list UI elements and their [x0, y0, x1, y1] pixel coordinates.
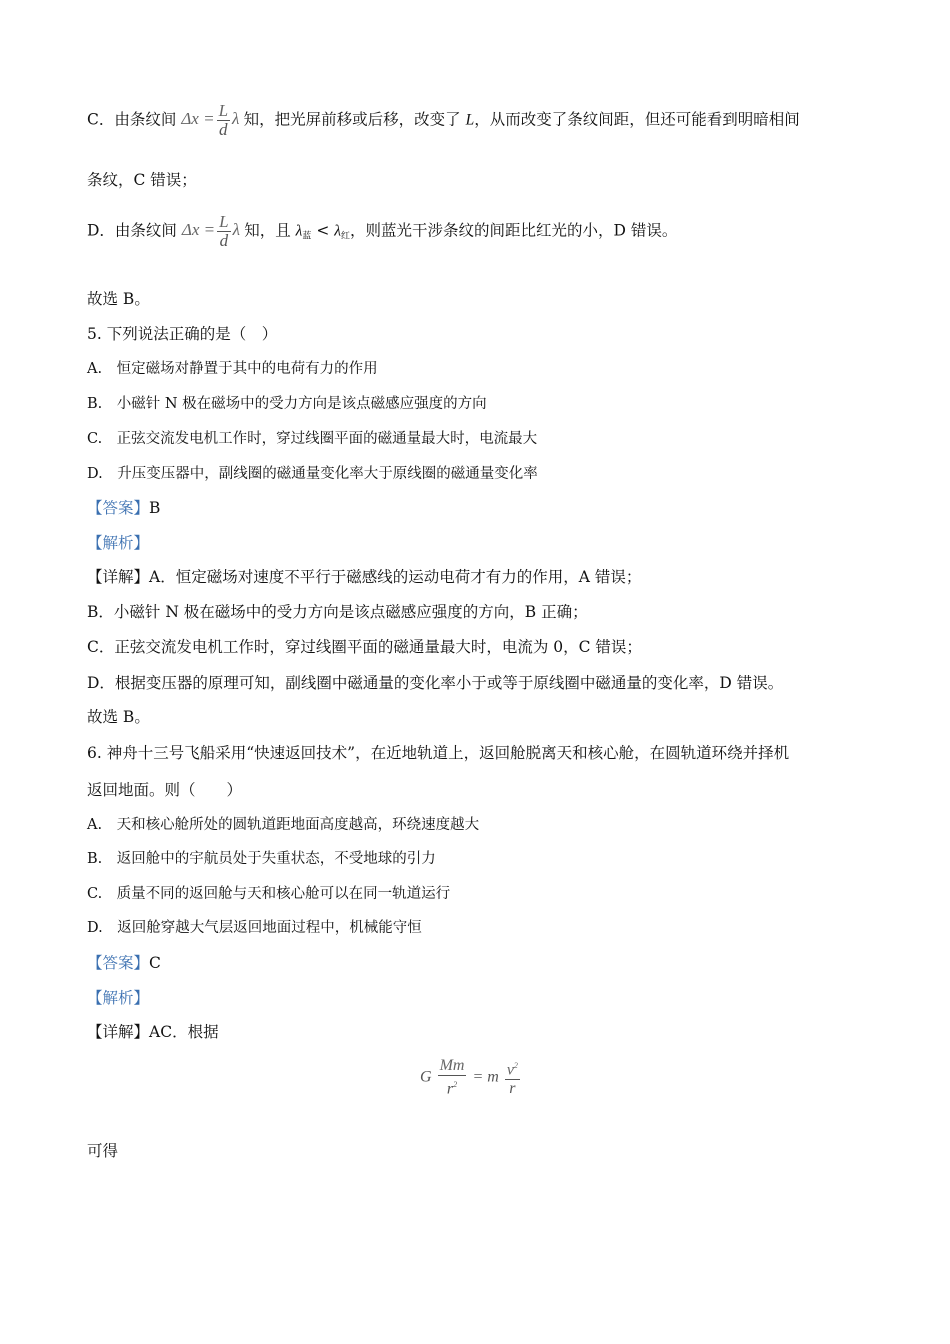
option-d-explanation: D．由条纹间 Δx = $\frac{L}{d}$ λ 知，且 $\lambda_蓝 < \lambda_红$，则蓝光干涉条纹的间距比红光的小，D 错误。 — [87, 212, 678, 250]
q6-detail-ac: 【详解】AC．根据 — [87, 1023, 219, 1041]
d-prefix: D．由条纹间 — [87, 221, 177, 240]
q5-option-c: C. 正弦交流发电机工作时，穿过线圈平面的磁通量最大时，电流最大 — [87, 431, 538, 447]
q6-answer: 【答案】C — [87, 954, 161, 972]
q6-option-b: B. 返回舱中的宇航员处于失重状态，不受地球的引力 — [87, 851, 436, 867]
q5-option-d: D. 升压变压器中，副线圈的磁通量变化率大于原线圈的磁通量变化率 — [87, 466, 538, 482]
q5-detail-d: D．根据变压器的原理可知，副线圈中磁通量的变化率小于或等于原线圈中磁通量的变化率，D 错误。 — [87, 674, 784, 692]
q5-detail-c: C．正弦交流发电机工作时，穿过线圈平面的磁通量最大时，电流为 0，C 错误； — [87, 638, 642, 656]
q6-option-c: C. 质量不同的返回舱与天和核心舱可以在同一轨道运行 — [87, 886, 451, 902]
c-prefix: C．由条纹间 — [87, 110, 177, 129]
q6-option-d: D. 返回舱穿越大气层返回地面过程中，机械能守恒 — [87, 920, 422, 936]
option-c-continued: 条纹，C 错误； — [87, 171, 197, 189]
detail-tag: 【详解】 — [87, 1023, 150, 1041]
detail-tag: 【详解】 — [87, 568, 150, 586]
q6-option-a: A. 天和核心舱所处的圆轨道距地面高度越高，环绕速度越大 — [87, 817, 480, 833]
d-rest: ，则蓝光干涉条纹的间距比红光的小，D 错误。 — [349, 221, 678, 240]
c-suffix: 知，把光屏前移或后移，改变了 — [243, 110, 461, 129]
d-suffix: 知，且 — [244, 221, 291, 240]
answer-tag: 【答案】 — [87, 499, 150, 517]
option-c-explanation — [87, 102, 800, 139]
answer-tag: 【答案】 — [87, 954, 150, 972]
fringe-formula-c: Δx = $\frac{L}{d}$ λ — [181, 101, 240, 139]
q5-choice: 故选 B。 — [87, 708, 150, 726]
q5-detail-b: B．小磁针 N 极在磁场中的受力方向是该点磁感应强度的方向，B 正确； — [87, 603, 588, 621]
c-L: L — [465, 111, 475, 129]
q5-option-b: B. 小磁针 N 极在磁场中的受力方向是该点磁感应强度的方向 — [87, 396, 487, 412]
q5-option-a: A. 恒定磁场对静置于其中的电荷有力的作用 — [87, 361, 378, 377]
q5-analysis-tag: 【解析】 — [87, 534, 150, 552]
q5-stem: 5. 下列说法正确的是（ ） — [87, 325, 278, 343]
q6-stem-line1: 6. 神舟十三号飞船采用“快速返回技术”，在近地轨道上，返回舱脱离天和核心舱，在圆轨道环绕并择机 — [87, 744, 790, 762]
q6-stem-line2: 返回地面。则（ ） — [87, 781, 243, 799]
q6-kede: 可得 — [87, 1142, 119, 1160]
c-rest: ，从而改变了条纹间距，但还可能看到明暗相间 — [474, 110, 800, 129]
gravity-formula: G $\frac{Mm}{r^2}$ = m $\frac{v^2}{r}$ — [420, 1057, 518, 1098]
q4-choice: 故选 B。 — [87, 290, 150, 308]
q5-answer: 【答案】B — [87, 499, 161, 517]
q5-detail-a: 【详解】A．恒定磁场对速度不平行于磁感线的运动电荷才有力的作用，A 错误； — [87, 568, 642, 586]
q6-analysis-tag: 【解析】 — [87, 989, 150, 1007]
fringe-formula-d: Δx = $\frac{L}{d}$ λ — [181, 212, 240, 250]
